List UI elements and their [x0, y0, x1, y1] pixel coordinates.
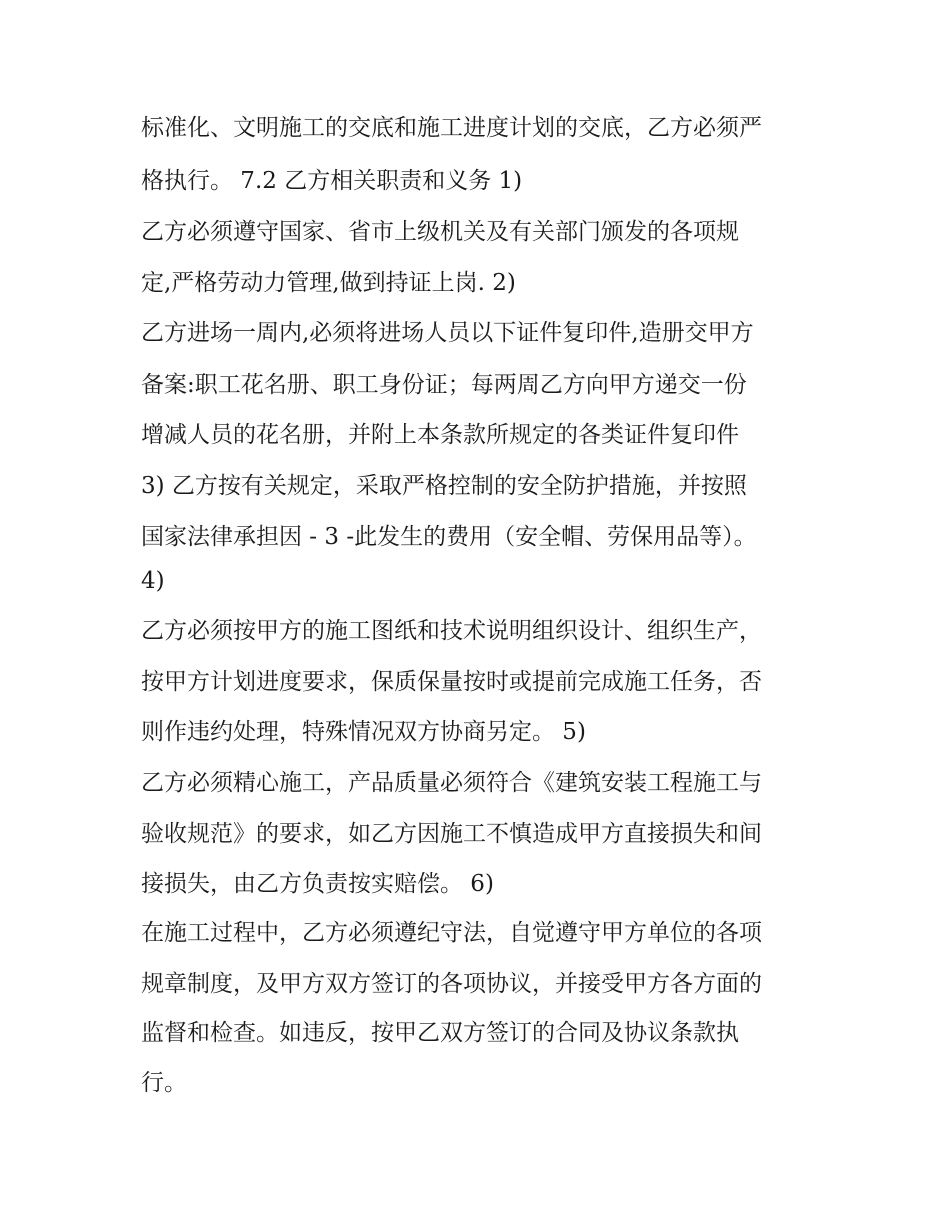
text-line: 增减人员的花名册，并附上本条款所规定的各类证件复印件: [141, 422, 739, 448]
text-line: 接损失，由乙方负责按实赔偿。 6): [141, 871, 494, 897]
text-line: 乙方必须遵守国家、省市上级机关及有关部门颁发的各项规: [141, 219, 739, 245]
text-line: 乙方必须精心施工，产品质量必须符合《建筑安装工程施工与: [141, 770, 762, 796]
text-line: 验收规范》的要求，如乙方因施工不慎造成甲方直接损失和间: [141, 821, 762, 847]
text-line: 按甲方计划进度要求，保质保量按时或提前完成施工任务，否: [141, 669, 762, 695]
text-line: 行。: [141, 1070, 187, 1096]
text-line: 则作违约处理，特殊情况双方协商另定。 5): [141, 719, 586, 745]
text-line: 备案:职工花名册、职工身份证；每两周乙方向甲方递交一份: [141, 372, 747, 398]
text-line: 定,严格劳动力管理,做到持证上岗. 2): [141, 270, 516, 296]
text-line: 3) 乙方按有关规定，采取严格控制的安全防护措施，并按照: [141, 473, 747, 499]
text-line: 监督和检查。如违反，按甲乙双方签订的合同及协议条款执: [141, 1020, 739, 1046]
text-line: 乙方必须按甲方的施工图纸和技术说明组织设计、组织生产，: [141, 618, 762, 644]
text-line: 在施工过程中，乙方必须遵纪守法，自觉遵守甲方单位的各项: [141, 920, 762, 946]
text-line: 4): [141, 568, 165, 594]
text-line: 标准化、文明施工的交底和施工进度计划的交底，乙方必须严: [141, 115, 762, 141]
text-line: 规章制度，及甲方双方签订的各项协议，并接受甲方各方面的: [141, 971, 762, 997]
text-line: 格执行。 7.2 乙方相关职责和义务 1): [141, 168, 523, 194]
text-line: 乙方进场一周内,必须将进场人员以下证件复印件,造册交甲方: [141, 320, 754, 346]
text-line: 国家法律承担因 - 3 -此发生的费用（安全帽、劳保用品等）。: [141, 524, 757, 550]
